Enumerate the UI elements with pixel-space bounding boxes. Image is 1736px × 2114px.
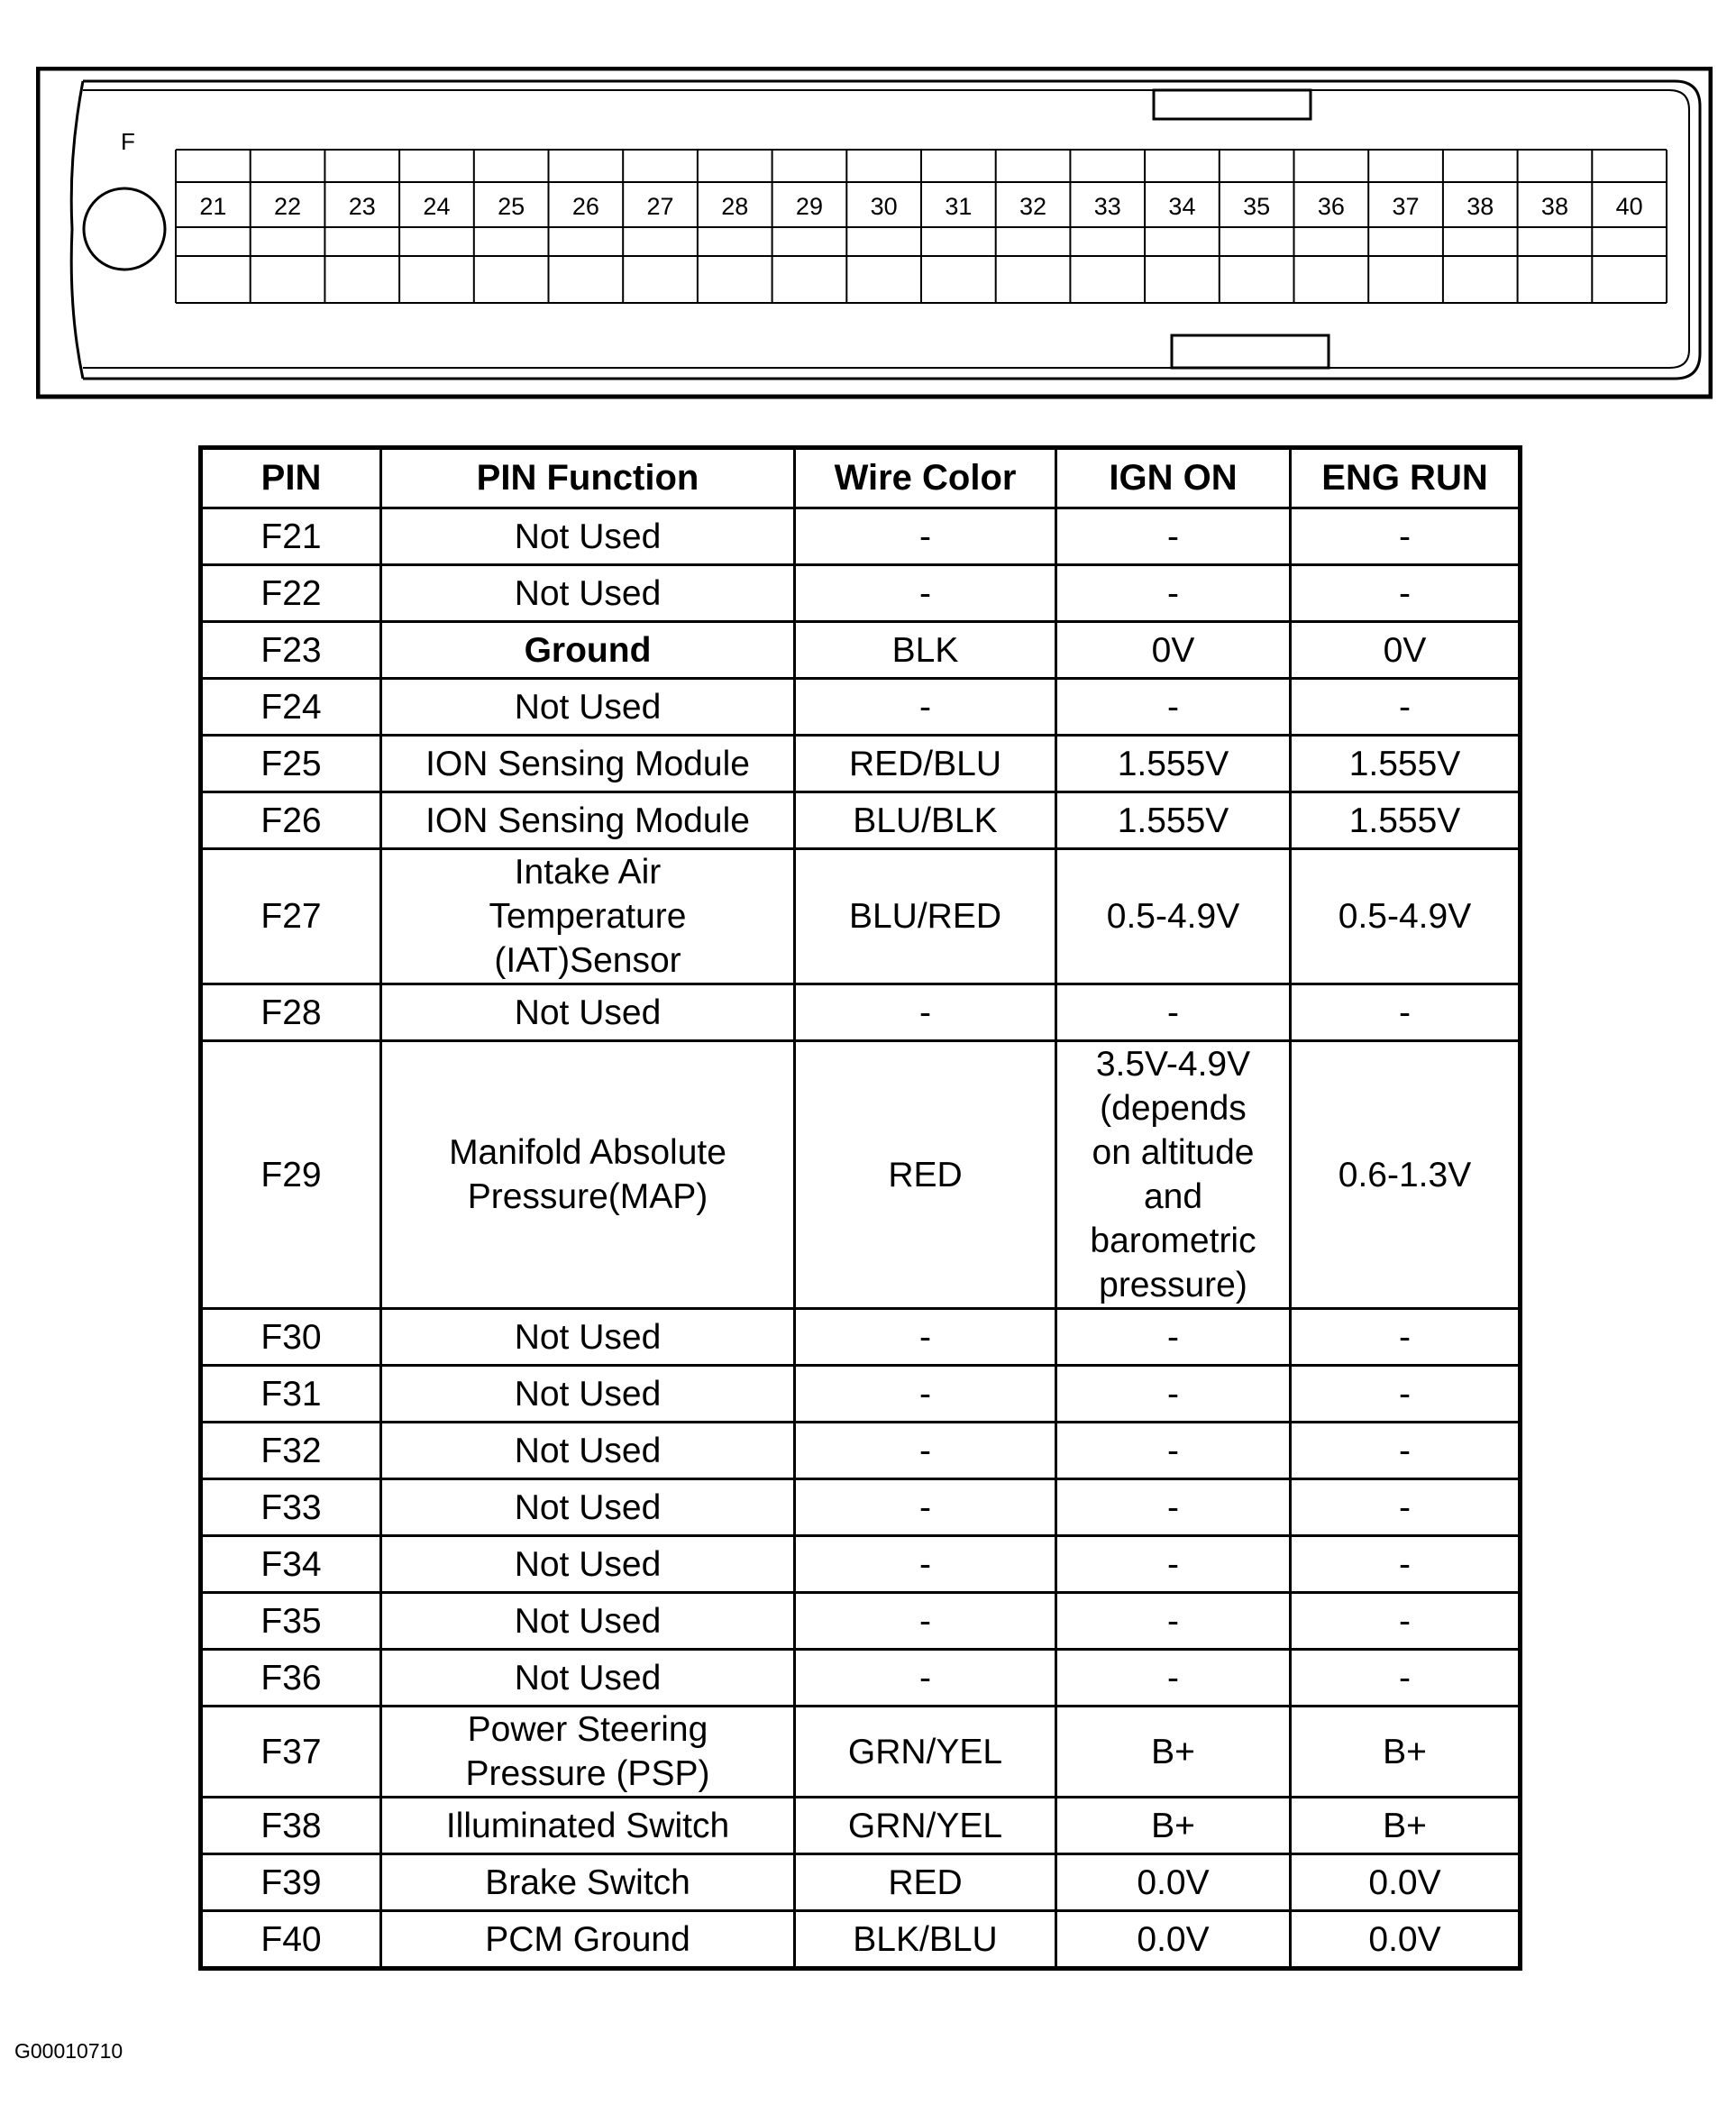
cell-ign-on: - [1056, 1309, 1291, 1366]
bottom-latch [1172, 335, 1329, 368]
cell-eng-run: 1.555V [1291, 736, 1521, 792]
cell-eng-run: - [1291, 1593, 1521, 1650]
cell-wire-color: - [795, 1650, 1056, 1707]
cell-pin-function: Not Used [381, 565, 795, 622]
connector-housing-inner-2 [83, 90, 1689, 368]
cell-wire-color: GRN/YEL [795, 1798, 1056, 1854]
cell-pin-function: Not Used [381, 679, 795, 736]
cell-pin: F24 [201, 679, 381, 736]
table-row [201, 849, 1521, 984]
cell-wire-color: - [795, 1479, 1056, 1536]
cell-ign-on: 1.555V [1056, 736, 1291, 792]
table-row [201, 1041, 1521, 1309]
cell-eng-run: 0V [1291, 622, 1521, 679]
cell-pin: F36 [201, 1650, 381, 1707]
pin-number: 23 [348, 193, 376, 220]
cell-pin-function: Intake Air Temperature (IAT)Sensor [381, 849, 795, 984]
pin-number: 38 [1540, 193, 1568, 220]
table-row [201, 622, 1521, 679]
cell-pin-function: ION Sensing Module [381, 792, 795, 849]
cell-ign-on: - [1056, 984, 1291, 1041]
cell-ign-on: - [1056, 1650, 1291, 1707]
pin-number: 24 [423, 193, 451, 220]
cell-pin: F23 [201, 622, 381, 679]
cell-pin: F21 [201, 508, 381, 565]
cell-ign-on: - [1056, 1366, 1291, 1423]
pin-number: 35 [1243, 193, 1271, 220]
header-pin: PIN [201, 448, 381, 508]
cell-ign-on: - [1056, 1536, 1291, 1593]
cell-ign-on: 0.0V [1056, 1911, 1291, 1969]
cell-pin: F22 [201, 565, 381, 622]
cell-wire-color: BLU/RED [795, 849, 1056, 984]
table-row [201, 1798, 1521, 1854]
pin-number: 30 [870, 193, 898, 220]
table-row [201, 736, 1521, 792]
cell-pin-function: Power Steering Pressure (PSP) [381, 1707, 795, 1798]
pin-number: 21 [199, 193, 227, 220]
cell-wire-color: RED/BLU [795, 736, 1056, 792]
cell-wire-color: - [795, 1593, 1056, 1650]
table-row [201, 1707, 1521, 1798]
cell-pin: F37 [201, 1707, 381, 1798]
pin-number: 32 [1019, 193, 1047, 220]
cell-eng-run: - [1291, 1423, 1521, 1479]
cell-eng-run: - [1291, 1479, 1521, 1536]
connector-housing-outer [38, 69, 1711, 397]
cell-eng-run: 0.0V [1291, 1854, 1521, 1911]
cell-pin-function: PCM Ground [381, 1911, 795, 1969]
cell-ign-on: B+ [1056, 1798, 1291, 1854]
cell-eng-run: 0.6-1.3V [1291, 1041, 1521, 1309]
pin-number: 36 [1317, 193, 1345, 220]
cell-ign-on: B+ [1056, 1707, 1291, 1798]
pin-number: 28 [721, 193, 749, 220]
cell-ign-on: - [1056, 1479, 1291, 1536]
table-row [201, 1854, 1521, 1911]
table-row [201, 1650, 1521, 1707]
header-wire-color: Wire Color [795, 448, 1056, 508]
pin-number: 31 [945, 193, 973, 220]
cell-pin-function: Manifold Absolute Pressure(MAP) [381, 1041, 795, 1309]
cell-pin-function: Not Used [381, 508, 795, 565]
table-row [201, 792, 1521, 849]
connector-label: F [121, 128, 135, 155]
cell-eng-run: - [1291, 1309, 1521, 1366]
top-latch [1154, 90, 1311, 119]
table-row [201, 1911, 1521, 1969]
pin-number: 27 [646, 193, 674, 220]
cell-eng-run: - [1291, 679, 1521, 736]
cell-pin: F30 [201, 1309, 381, 1366]
key-hole [84, 188, 165, 270]
cell-eng-run: - [1291, 565, 1521, 622]
cell-eng-run: B+ [1291, 1798, 1521, 1854]
cell-ign-on: - [1056, 508, 1291, 565]
pin-number: 29 [795, 193, 823, 220]
cell-pin: F39 [201, 1854, 381, 1911]
cell-wire-color: - [795, 679, 1056, 736]
cell-ign-on: 0.0V [1056, 1854, 1291, 1911]
cell-wire-color: - [795, 508, 1056, 565]
cell-pin-function: Illuminated Switch [381, 1798, 795, 1854]
cell-ign-on: - [1056, 1593, 1291, 1650]
pin-number: 22 [274, 193, 302, 220]
cell-pin-function: Not Used [381, 1593, 795, 1650]
figure-id: G00010710 [14, 2039, 123, 2063]
table-row [201, 984, 1521, 1041]
header-eng-run: ENG RUN [1291, 448, 1521, 508]
pin-number: 26 [571, 193, 599, 220]
cell-pin: F38 [201, 1798, 381, 1854]
pin-number: 33 [1093, 193, 1121, 220]
cell-wire-color: BLK/BLU [795, 1911, 1056, 1969]
cell-ign-on: - [1056, 1423, 1291, 1479]
cell-pin: F40 [201, 1911, 381, 1969]
cell-wire-color: - [795, 1366, 1056, 1423]
cell-wire-color: GRN/YEL [795, 1707, 1056, 1798]
table-row [201, 508, 1521, 565]
cell-pin: F28 [201, 984, 381, 1041]
cell-pin: F31 [201, 1366, 381, 1423]
cell-pin-function: Not Used [381, 1366, 795, 1423]
table-row [201, 1479, 1521, 1536]
pin-number: 37 [1392, 193, 1420, 220]
cell-pin-function: Ground [381, 622, 795, 679]
pin-grid [176, 150, 1667, 303]
cell-eng-run: 0.5-4.9V [1291, 849, 1521, 984]
pin-table [198, 445, 1522, 1971]
cell-pin-function: Not Used [381, 984, 795, 1041]
cell-ign-on: 3.5V-4.9V (depends on altitude and barometric pressure) [1056, 1041, 1291, 1309]
table-row [201, 565, 1521, 622]
cell-pin-function: Brake Switch [381, 1854, 795, 1911]
cell-eng-run: - [1291, 984, 1521, 1041]
pin-number: 40 [1615, 193, 1643, 220]
cell-ign-on: 0.5-4.9V [1056, 849, 1291, 984]
cell-pin-function: Not Used [381, 1650, 795, 1707]
cell-ign-on: - [1056, 679, 1291, 736]
cell-pin: F27 [201, 849, 381, 984]
cell-pin-function: Not Used [381, 1423, 795, 1479]
cell-wire-color: RED [795, 1041, 1056, 1309]
connector-left-edge [71, 81, 83, 379]
cell-pin-function: ION Sensing Module [381, 736, 795, 792]
pin-number: 34 [1168, 193, 1196, 220]
cell-pin: F26 [201, 792, 381, 849]
table-row [201, 679, 1521, 736]
table-row [201, 1423, 1521, 1479]
cell-ign-on: 1.555V [1056, 792, 1291, 849]
cell-ign-on: 0V [1056, 622, 1291, 679]
cell-pin-function: Not Used [381, 1536, 795, 1593]
cell-pin: F29 [201, 1041, 381, 1309]
table-header-row [201, 448, 1521, 508]
pin-number: 38 [1466, 193, 1494, 220]
cell-wire-color: BLK [795, 622, 1056, 679]
cell-eng-run: - [1291, 508, 1521, 565]
cell-pin: F33 [201, 1479, 381, 1536]
table-row [201, 1366, 1521, 1423]
cell-wire-color: - [795, 1423, 1056, 1479]
cell-pin: F34 [201, 1536, 381, 1593]
cell-wire-color: - [795, 565, 1056, 622]
cell-wire-color: RED [795, 1854, 1056, 1911]
table-row [201, 1309, 1521, 1366]
header-pin-function: PIN Function [381, 448, 795, 508]
pin-number: 25 [498, 193, 525, 220]
cell-wire-color: - [795, 1536, 1056, 1593]
cell-pin: F25 [201, 736, 381, 792]
table-row [201, 1593, 1521, 1650]
cell-eng-run: B+ [1291, 1707, 1521, 1798]
cell-eng-run: 1.555V [1291, 792, 1521, 849]
cell-wire-color: - [795, 984, 1056, 1041]
cell-eng-run: - [1291, 1650, 1521, 1707]
cell-pin-function: Not Used [381, 1479, 795, 1536]
table-row [201, 1536, 1521, 1593]
cell-wire-color: - [795, 1309, 1056, 1366]
cell-eng-run: 0.0V [1291, 1911, 1521, 1969]
connector-diagram [36, 67, 1713, 402]
cell-eng-run: - [1291, 1536, 1521, 1593]
cell-pin-function: Not Used [381, 1309, 795, 1366]
header-ign-on: IGN ON [1056, 448, 1291, 508]
cell-pin: F32 [201, 1423, 381, 1479]
cell-wire-color: BLU/BLK [795, 792, 1056, 849]
cell-eng-run: - [1291, 1366, 1521, 1423]
cell-ign-on: - [1056, 565, 1291, 622]
cell-pin: F35 [201, 1593, 381, 1650]
